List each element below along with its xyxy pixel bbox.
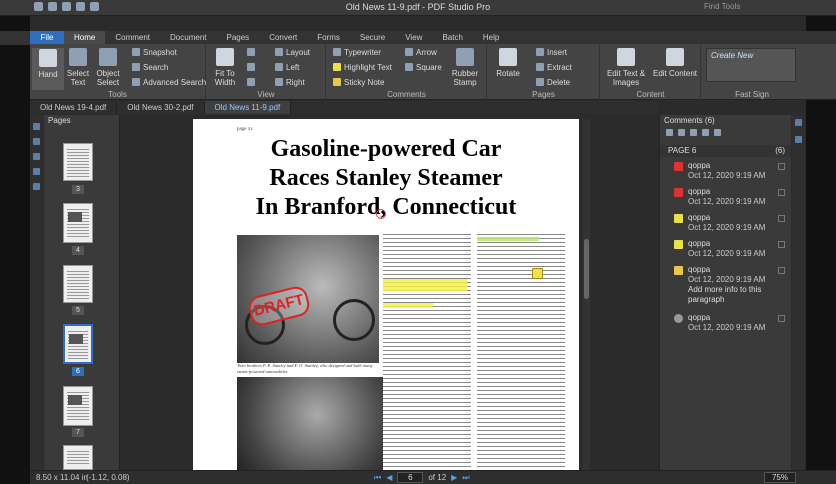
comments-panel-title: Comments (6) — [664, 116, 715, 125]
comments-panel — [659, 115, 791, 470]
right-tool-rail — [792, 115, 805, 470]
square-button[interactable]: Square — [405, 63, 442, 72]
comments-toolbar — [666, 129, 721, 136]
pages-panel-title: Pages — [48, 116, 71, 125]
page-dimensions: 8.50 x 11.04 in — [36, 473, 88, 482]
page-thumb-label: 3 — [72, 185, 84, 194]
layout-icon — [275, 48, 283, 56]
view-group — [207, 44, 326, 100]
last-page-icon[interactable]: ⏭ — [462, 472, 470, 482]
insert-button[interactable]: Insert — [536, 48, 567, 57]
layers-icon[interactable] — [33, 153, 40, 160]
content-group-label: Content — [636, 90, 665, 99]
title-bar — [0, 0, 836, 16]
options-icon[interactable] — [714, 129, 721, 136]
page-thumb-6[interactable] — [63, 324, 93, 364]
scroll-thumb[interactable] — [584, 239, 589, 299]
page-view-icon-1[interactable] — [247, 48, 258, 57]
comments-group-label: Comments — [387, 90, 426, 99]
window-title: Old News 11-9.pdf - PDF Studio Pro — [345, 2, 491, 12]
highlight-annotation[interactable] — [383, 279, 467, 291]
comment-item[interactable]: qoppa Oct 12, 2020 9:19 AM — [660, 211, 791, 237]
comment-checkbox[interactable] — [778, 163, 785, 170]
left-margin — [0, 16, 30, 484]
arrow-button[interactable]: Arrow — [405, 48, 437, 57]
file-menu[interactable]: File — [30, 31, 64, 45]
page-thumb-4[interactable] — [63, 203, 93, 243]
tab-comment[interactable]: Comment — [115, 33, 151, 42]
document-viewer[interactable] — [121, 115, 658, 470]
sticky-note-icon — [333, 78, 341, 86]
comment-item[interactable]: qoppa Oct 12, 2020 9:19 AM — [660, 185, 791, 211]
page-number-label: page xx — [237, 127, 253, 132]
hand-button[interactable]: Hand — [32, 48, 64, 90]
comment-checkbox[interactable] — [778, 267, 785, 274]
camera-icon — [132, 48, 140, 56]
status-bar — [30, 470, 836, 484]
comment-checkbox[interactable] — [778, 215, 785, 222]
select-text-button[interactable]: Select Text — [62, 48, 94, 87]
pages-group-label: Pages — [532, 90, 555, 99]
highlight-annotation[interactable] — [477, 237, 539, 241]
delete-button[interactable]: Delete — [536, 78, 570, 87]
single-page-icon — [247, 48, 255, 56]
page-thumb-label: 7 — [72, 428, 84, 437]
headline-line-2: Races Stanley Steamer — [269, 165, 503, 191]
wheel-shape — [333, 299, 375, 341]
advanced-search-button[interactable]: Advanced Search — [132, 78, 206, 87]
rotate-left-button[interactable]: Left — [275, 63, 299, 72]
pdf-page[interactable] — [193, 119, 579, 470]
pencil-icon — [674, 188, 683, 197]
ink-mark — [376, 209, 386, 219]
comment-item[interactable]: qoppa Oct 12, 2020 9:19 AM Add more info to this paragraph — [660, 263, 791, 309]
page-thumb-7[interactable] — [63, 386, 93, 426]
pages-panel — [44, 115, 120, 470]
tab-pages[interactable]: Pages — [226, 33, 250, 42]
photo-caption: Twin brothers F. E. Stanley and F. O. Stanley, who designed and built many steam-powered automobiles — [237, 363, 373, 374]
snapshot-button[interactable]: Snapshot — [132, 48, 177, 57]
search-icon — [132, 63, 140, 71]
highlight-icon — [674, 214, 683, 223]
object-select-button[interactable]: Object Select — [92, 48, 124, 87]
sticky-note-annotation[interactable] — [532, 268, 543, 279]
page-thumb-label: 6 — [72, 367, 84, 376]
comment-item[interactable]: qoppa Oct 12, 2020 9:19 AM — [660, 237, 791, 263]
expand-icon[interactable] — [690, 129, 697, 136]
highlight-annotation[interactable] — [383, 303, 433, 308]
rotate-icon — [499, 48, 517, 66]
edit-text-images-button[interactable]: Edit Text & Images — [603, 48, 649, 87]
page-number-input[interactable]: 6 — [397, 472, 423, 483]
facing-page-icon — [247, 78, 255, 86]
comments-panel-icon[interactable] — [795, 119, 802, 126]
advanced-search-icon — [132, 78, 140, 86]
view-group-label: View — [257, 90, 275, 99]
search-button[interactable]: Search — [132, 63, 168, 72]
text-cursor-icon — [69, 48, 87, 66]
page-thumb-3[interactable] — [63, 143, 93, 181]
comments-group — [327, 44, 487, 100]
stamp-icon — [456, 48, 474, 66]
user-icon — [674, 314, 683, 323]
doc-tab-1[interactable]: Old News 19-4.pdf — [30, 101, 117, 114]
sort-icon[interactable] — [678, 129, 685, 136]
comment-item[interactable]: qoppa Oct 12, 2020 9:19 AM — [660, 159, 791, 185]
fast-sign-group — [702, 44, 802, 100]
hand-icon — [39, 49, 57, 67]
fast-sign-group-label: Fast Sign — [735, 90, 769, 99]
page-view-icon-3[interactable] — [247, 78, 258, 87]
vertical-scrollbar[interactable] — [583, 119, 590, 470]
highlighter-icon — [333, 63, 341, 71]
delete-page-icon — [536, 78, 544, 86]
typewriter-icon — [333, 48, 341, 56]
sticky-note-button[interactable]: Sticky Note — [333, 78, 384, 87]
pages-panel-icon[interactable] — [33, 123, 40, 130]
layout-button[interactable]: Layout — [275, 48, 310, 57]
tab-home[interactable]: Home — [64, 31, 105, 45]
comment-checkbox[interactable] — [778, 241, 785, 248]
fit-width-icon — [216, 48, 234, 66]
headline — [193, 135, 579, 222]
document-tabs — [30, 101, 658, 114]
highlight-text-button[interactable]: Highlight Text — [333, 63, 392, 72]
page-thumb-label: 5 — [72, 306, 84, 315]
doc-tab-2[interactable]: Old News 30-2.pdf — [117, 101, 204, 114]
comments-page-section[interactable] — [660, 145, 791, 157]
collapse-icon[interactable] — [702, 129, 709, 136]
first-page-icon[interactable]: ⏮ — [374, 472, 382, 482]
extract-page-icon — [536, 63, 544, 71]
draft-stamp[interactable]: DRAFT — [246, 284, 311, 328]
comment-item[interactable]: qoppa Oct 12, 2020 9:19 AM — [660, 311, 791, 337]
tab-convert[interactable]: Convert — [269, 33, 298, 42]
attachments-icon[interactable] — [33, 168, 40, 175]
pages-group — [488, 44, 600, 100]
edit-content-button[interactable]: Edit Content — [651, 48, 699, 78]
text-column-2 — [477, 231, 565, 470]
create-new-signature-button[interactable]: Create New — [706, 48, 796, 82]
page-section-label: PAGE 6 — [668, 146, 697, 155]
edit-text-icon — [617, 48, 635, 66]
properties-icon[interactable] — [795, 136, 802, 143]
left-tool-rail — [30, 115, 43, 470]
page-count: of 12 — [428, 473, 447, 482]
next-page-icon[interactable]: ▶ — [451, 473, 458, 482]
comment-checkbox[interactable] — [778, 189, 785, 196]
tab-forms[interactable]: Forms — [317, 33, 340, 42]
extract-button[interactable]: Extract — [536, 63, 572, 72]
cursor-coordinates: (-1.12, 0.08) — [86, 473, 130, 482]
find-tools-input[interactable]: Find Tools — [704, 2, 741, 11]
menu-bar — [0, 31, 836, 45]
insert-page-icon — [536, 48, 544, 56]
tools-group-label: Tools — [108, 90, 127, 99]
arrow-icon — [405, 48, 413, 56]
fit-width-button[interactable]: Fit To Width — [209, 48, 241, 87]
headline-line-3: In Branford, Connecticut — [255, 194, 517, 220]
rubber-stamp-button[interactable]: Rubber Stamp — [447, 48, 483, 87]
content-group — [601, 44, 701, 100]
page-thumb-8[interactable] — [63, 445, 93, 470]
signatures-icon[interactable] — [33, 183, 40, 190]
tools-group — [30, 44, 206, 100]
typewriter-button[interactable]: Typewriter — [333, 48, 381, 57]
previous-page-icon[interactable]: ◀ — [386, 473, 393, 482]
rotate-left-icon — [275, 63, 283, 71]
text-column-1 — [383, 231, 471, 470]
edit-content-icon — [666, 48, 684, 66]
rotate-right-icon — [275, 78, 283, 86]
headline-line-1: Gasoline-powered Car — [270, 136, 502, 162]
page-navigation — [374, 472, 470, 483]
pointer-icon — [99, 48, 117, 66]
page-section-count: (6) — [775, 146, 785, 155]
zoom-select[interactable]: 75% — [764, 472, 796, 483]
page-thumb-label: 4 — [72, 246, 84, 255]
comment-checkbox[interactable] — [778, 315, 785, 322]
tab-secure[interactable]: Secure — [359, 33, 386, 42]
tab-view[interactable]: View — [405, 33, 423, 42]
rotate-button[interactable]: Rotate — [492, 48, 524, 78]
filter-icon[interactable] — [666, 129, 673, 136]
highlight-icon — [674, 240, 683, 249]
page-view-icon-2[interactable] — [247, 63, 258, 72]
continuous-page-icon — [247, 63, 255, 71]
portrait-photo — [237, 377, 397, 470]
bookmarks-icon[interactable] — [33, 138, 40, 145]
tab-batch[interactable]: Batch — [442, 33, 463, 42]
page-thumb-5[interactable] — [63, 265, 93, 303]
doc-tab-3[interactable]: Old News 11-9.pdf — [205, 101, 292, 114]
sticky-note-icon — [674, 266, 683, 275]
ribbon — [30, 44, 836, 100]
pencil-icon — [674, 162, 683, 171]
tab-document[interactable]: Document — [170, 33, 207, 42]
tab-help[interactable]: Help — [482, 33, 500, 42]
rotate-right-button[interactable]: Right — [275, 78, 305, 87]
square-icon — [405, 63, 413, 71]
comment-text: Add more info to this paragraph — [688, 285, 762, 304]
